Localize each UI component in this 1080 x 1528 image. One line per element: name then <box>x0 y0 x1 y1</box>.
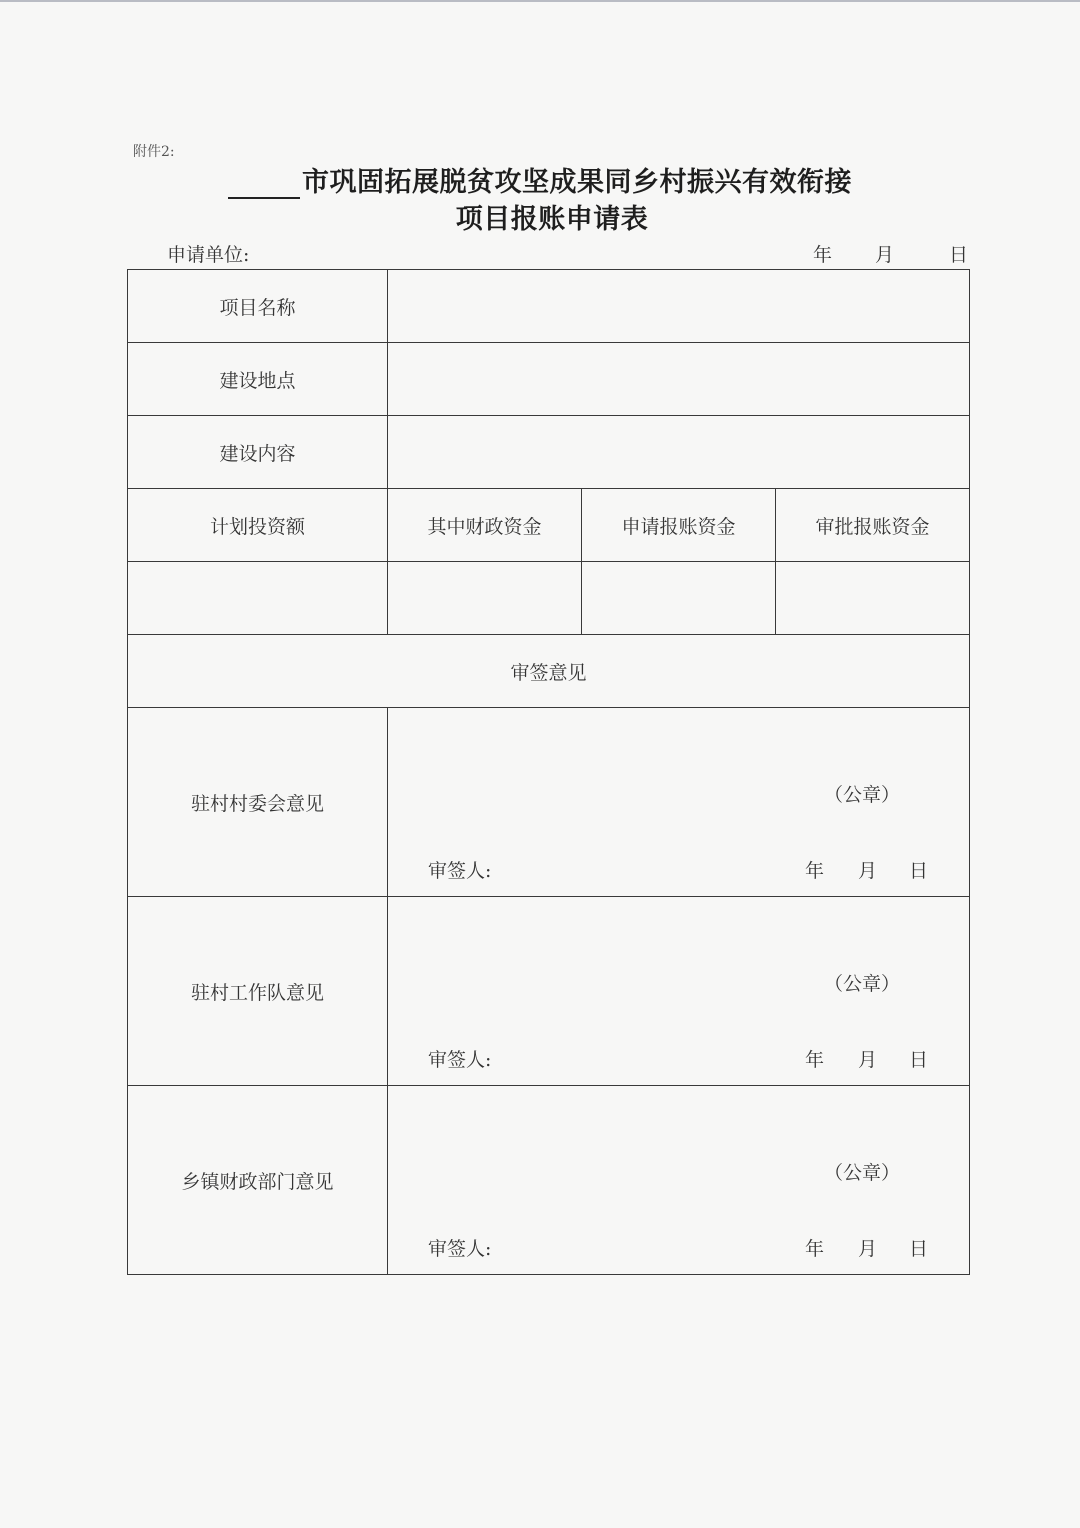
review-opinion-area <box>388 1086 969 1274</box>
row-review-work-team <box>128 897 970 1086</box>
review-label: 驻村工作队意见 <box>128 897 388 1086</box>
row-site <box>128 343 970 416</box>
year-label: 年 <box>805 1049 825 1071</box>
row-review-village-committee <box>128 708 970 897</box>
application-form-table <box>127 269 970 1275</box>
city-blank-field[interactable] <box>228 169 300 199</box>
requested-funds-field[interactable] <box>582 562 776 635</box>
month-label: 月 <box>858 860 878 882</box>
signer-label: 审签人: <box>428 860 492 882</box>
review-section-header: 审签意见 <box>128 635 970 708</box>
row-project-name <box>128 270 970 343</box>
review-opinion-area <box>388 708 969 896</box>
scan-edge <box>0 0 1080 2</box>
review-label: 乡镇财政部门意见 <box>128 1086 388 1275</box>
year-label: 年 <box>805 1238 825 1260</box>
fiscal-funds-header: 其中财政资金 <box>388 489 582 562</box>
row-content <box>128 416 970 489</box>
planned-investment-field[interactable] <box>128 562 388 635</box>
form-title-line1 <box>0 160 1080 199</box>
day-label: 日 <box>909 860 929 882</box>
content-label: 建设内容 <box>128 416 388 489</box>
review-opinion-field[interactable] <box>388 897 970 1086</box>
planned-investment-header: 计划投资额 <box>128 489 388 562</box>
review-label: 驻村村委会意见 <box>128 708 388 897</box>
official-seal-label: （公章） <box>824 973 901 995</box>
official-seal-label: （公章） <box>824 1162 901 1184</box>
fiscal-funds-field[interactable] <box>388 562 582 635</box>
approved-funds-field[interactable] <box>776 562 970 635</box>
header-year-label: 年 <box>813 244 833 266</box>
title-text-line1: 市巩固拓展脱贫攻坚成果同乡村振兴有效衔接 <box>302 167 852 198</box>
year-label: 年 <box>805 860 825 882</box>
approved-funds-header: 审批报账资金 <box>776 489 970 562</box>
applicant-unit-label: 申请单位: <box>167 244 250 266</box>
row-funds-headers <box>128 489 970 562</box>
month-label: 月 <box>858 1049 878 1071</box>
form-title-line2: 项目报账申请表 <box>455 204 649 235</box>
review-opinion-field[interactable] <box>388 708 970 897</box>
site-field[interactable] <box>388 343 970 416</box>
project-name-field[interactable] <box>388 270 970 343</box>
signer-label: 审签人: <box>428 1049 492 1071</box>
requested-funds-header: 申请报账资金 <box>582 489 776 562</box>
official-seal-label: （公章） <box>824 784 901 806</box>
day-label: 日 <box>909 1049 929 1071</box>
row-funds-values <box>128 562 970 635</box>
header-day-label: 日 <box>949 244 969 266</box>
row-review-township-finance <box>128 1086 970 1275</box>
project-name-label: 项目名称 <box>128 270 388 343</box>
row-review-section <box>128 635 970 708</box>
attachment-label: 附件2: <box>133 144 175 160</box>
month-label: 月 <box>858 1238 878 1260</box>
signer-label: 审签人: <box>428 1238 492 1260</box>
site-label: 建设地点 <box>128 343 388 416</box>
header-month-label: 月 <box>875 244 895 266</box>
content-field[interactable] <box>388 416 970 489</box>
day-label: 日 <box>909 1238 929 1260</box>
review-opinion-area <box>388 897 969 1085</box>
review-opinion-field[interactable] <box>388 1086 970 1275</box>
